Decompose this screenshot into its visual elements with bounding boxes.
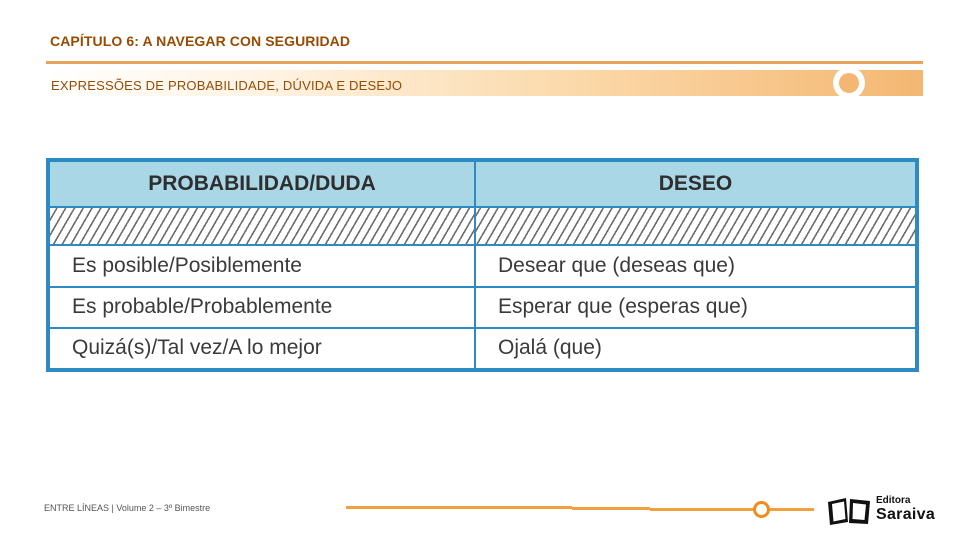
footer-divider-right [770, 508, 814, 511]
column-header-desire: DESEO [475, 161, 916, 207]
publisher-logo [826, 495, 946, 527]
column-header-probability: PROBABILIDAD/DUDA [49, 161, 475, 207]
footer-divider [346, 506, 760, 510]
expressions-table [46, 158, 919, 372]
hatched-cell [49, 207, 475, 245]
header-divider [46, 61, 923, 64]
table-row [49, 328, 916, 369]
table-cell: Es posible/Posiblemente [49, 245, 475, 286]
table-cell: Esperar que (esperas que) [475, 287, 916, 328]
section-title: EXPRESSÕES DE PROBABILIDADE, DÚVIDA E DESEJO [51, 78, 403, 93]
table-cell: Ojalá (que) [475, 328, 916, 369]
table-cell: Desear que (deseas que) [475, 245, 916, 286]
table-cell: Quizá(s)/Tal vez/A lo mejor [49, 328, 475, 369]
table-header-row [49, 161, 916, 207]
hatched-row [49, 207, 916, 245]
section-banner [46, 70, 923, 96]
logo-text-small: Editora [876, 495, 911, 506]
logo-text-big: Saraiva [876, 506, 936, 523]
table-row [49, 245, 916, 286]
footer-dot-icon [753, 501, 770, 518]
book-logo-icon [826, 496, 872, 526]
footer-text: ENTRE LÍNEAS | Volume 2 – 3º Bimestre [44, 503, 211, 513]
table-cell: Es probable/Probablemente [49, 287, 475, 328]
table-row [49, 287, 916, 328]
hatched-cell [475, 207, 916, 245]
chapter-title: CAPÍTULO 6: A NAVEGAR CON SEGURIDAD [50, 33, 351, 49]
circle-decoration-icon [829, 67, 869, 99]
